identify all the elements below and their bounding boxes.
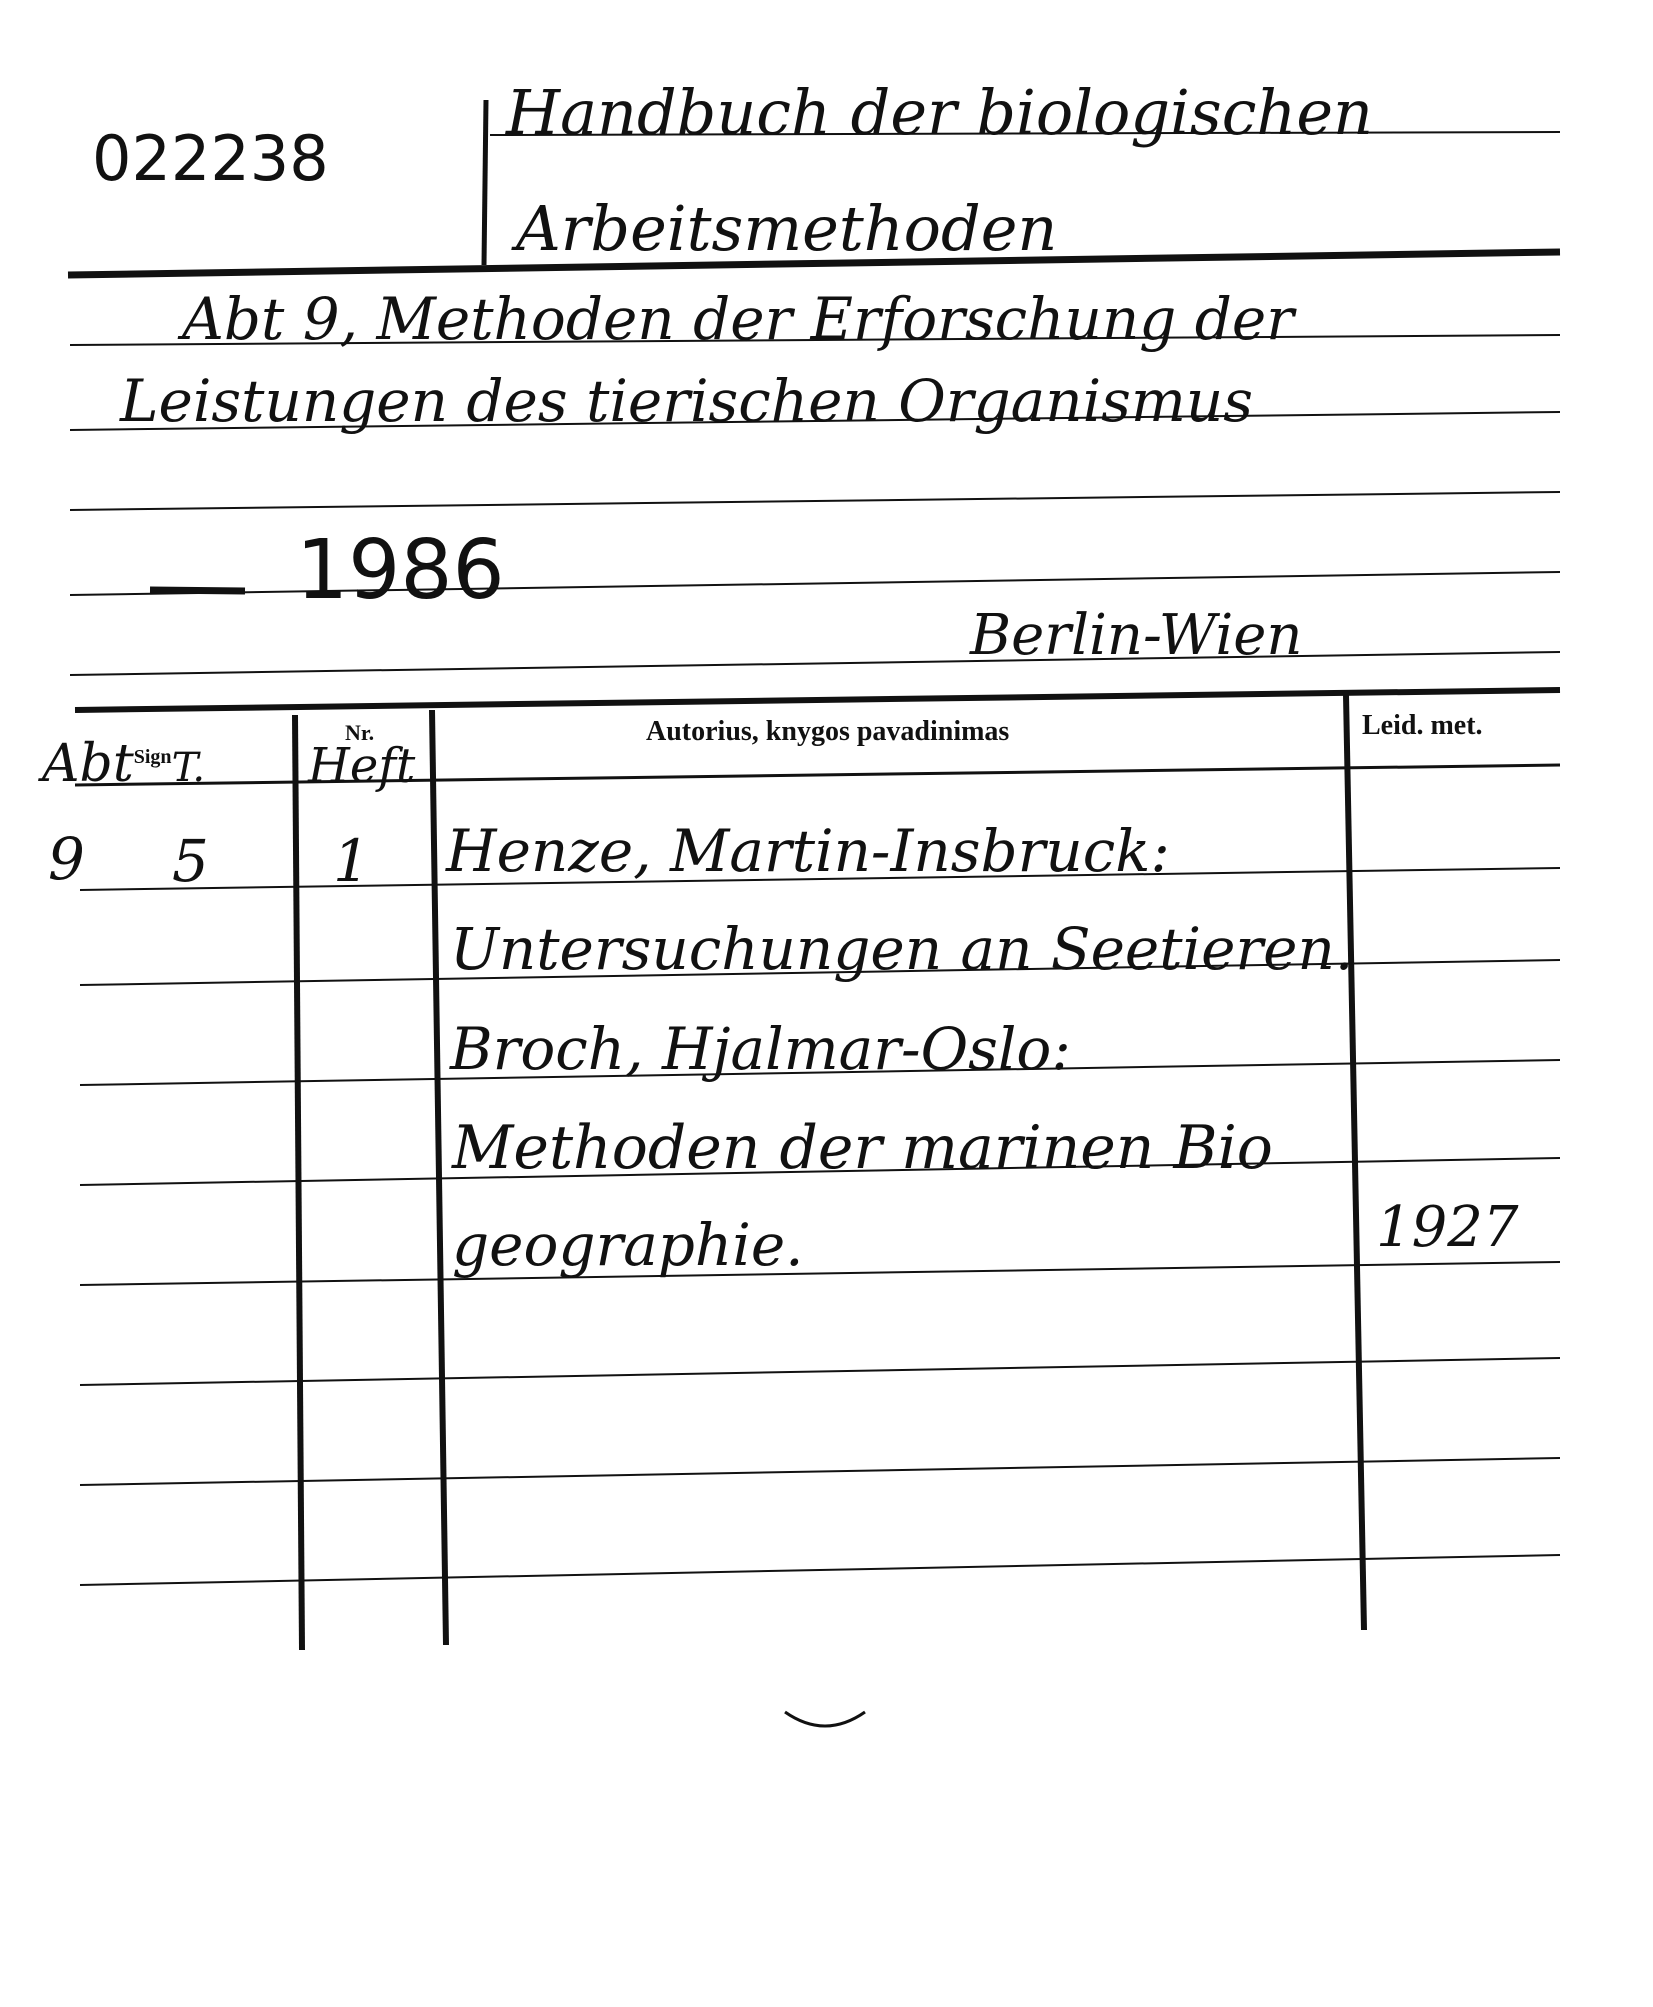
table-top-line [75,690,1560,710]
rule-line [70,652,1560,675]
header-sign-label: Sign [133,745,172,768]
entry-line-4: Methoden der marinen Bio [452,1113,1273,1183]
column-line [295,715,302,1650]
title-line-1: Handbuch der biologischen [506,76,1373,149]
entry-abt: 9 [48,825,85,893]
header-heft: Heft [308,738,416,794]
entry-line-1: Henze, Martin-Insbruck: [446,817,1170,885]
dash-stroke [150,590,245,591]
entry-year: 1927 [1376,1195,1519,1260]
entry-line-2: Untersuchungen an Seetieren. [450,915,1354,983]
header-author-title: Autorius, knygos pavadinimas [646,716,1010,747]
header-nr: Nr. [345,720,375,745]
place-of-publication: Berlin-Wien [970,603,1303,668]
entry-heft: 1 [333,827,370,895]
inventory-number: 022238 [92,122,329,195]
section-line-1: Abt 9, Methoden der Erforschung der [182,285,1294,353]
scan-mark [785,1712,865,1726]
entry-t: 5 [172,827,209,895]
section-line-2: Leistungen des tierischen Organismus [120,367,1254,435]
rule-line [70,492,1560,510]
rule-line [70,572,1560,595]
header-t-label: T. [171,745,206,791]
year-published: 1986 [296,523,505,618]
header-abt-label: Abt [42,734,134,794]
entry-line-3: Broch, Hjalmar-Oslo: [450,1015,1071,1083]
title-line-2: Arbeitsmethoden [516,192,1058,265]
header-abt [42,734,206,794]
header-year: Leid. met. [1362,710,1483,741]
entry-line-5: geographie. [452,1211,804,1279]
title-divider-line [484,100,486,265]
